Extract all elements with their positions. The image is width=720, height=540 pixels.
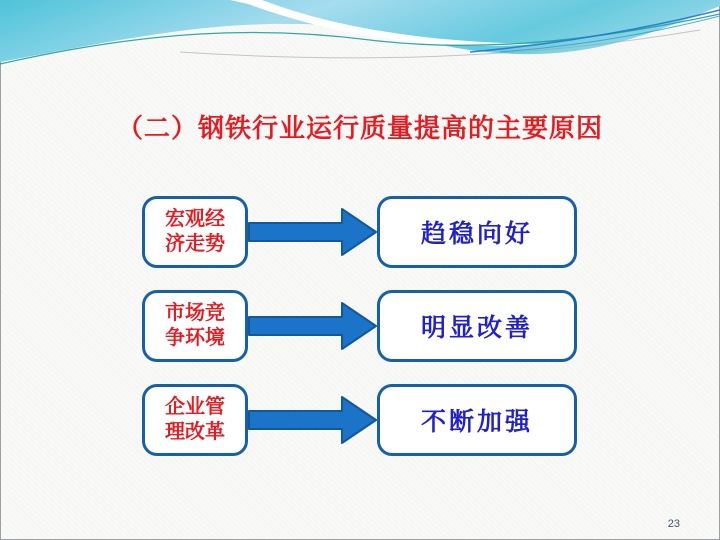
result-box-trend (377, 196, 577, 268)
source-box-label-line1: 市场竞 (165, 302, 225, 324)
source-box-label-line2: 争环境 (165, 327, 225, 349)
right-arrow-icon (248, 394, 377, 446)
page-number: 23 (667, 518, 680, 530)
flow-row (0, 290, 720, 362)
result-box-label: 明显改善 (420, 314, 533, 342)
result-box-label: 不断加强 (420, 408, 533, 436)
right-arrow-icon (248, 300, 377, 352)
right-arrow-icon (248, 206, 377, 258)
source-box-label-line1: 企业管 (165, 396, 225, 418)
source-box-label-line2: 理改革 (165, 421, 225, 443)
source-box-label-line1: 宏观经 (165, 208, 225, 230)
result-box-strengthening (377, 384, 577, 456)
flow-row (0, 384, 720, 456)
flow-row (0, 196, 720, 268)
result-box-label: 趋稳向好 (420, 220, 533, 248)
result-box-improvement (377, 290, 577, 362)
source-box-market-competition (142, 290, 248, 362)
wave-banner-decoration (0, 0, 720, 100)
source-box-enterprise-management (142, 384, 248, 456)
source-box-macro-economy (142, 196, 248, 268)
page-title: （二）钢铁行业运行质量提高的主要原因 (116, 113, 603, 143)
source-box-label-line2: 济走势 (165, 233, 225, 255)
